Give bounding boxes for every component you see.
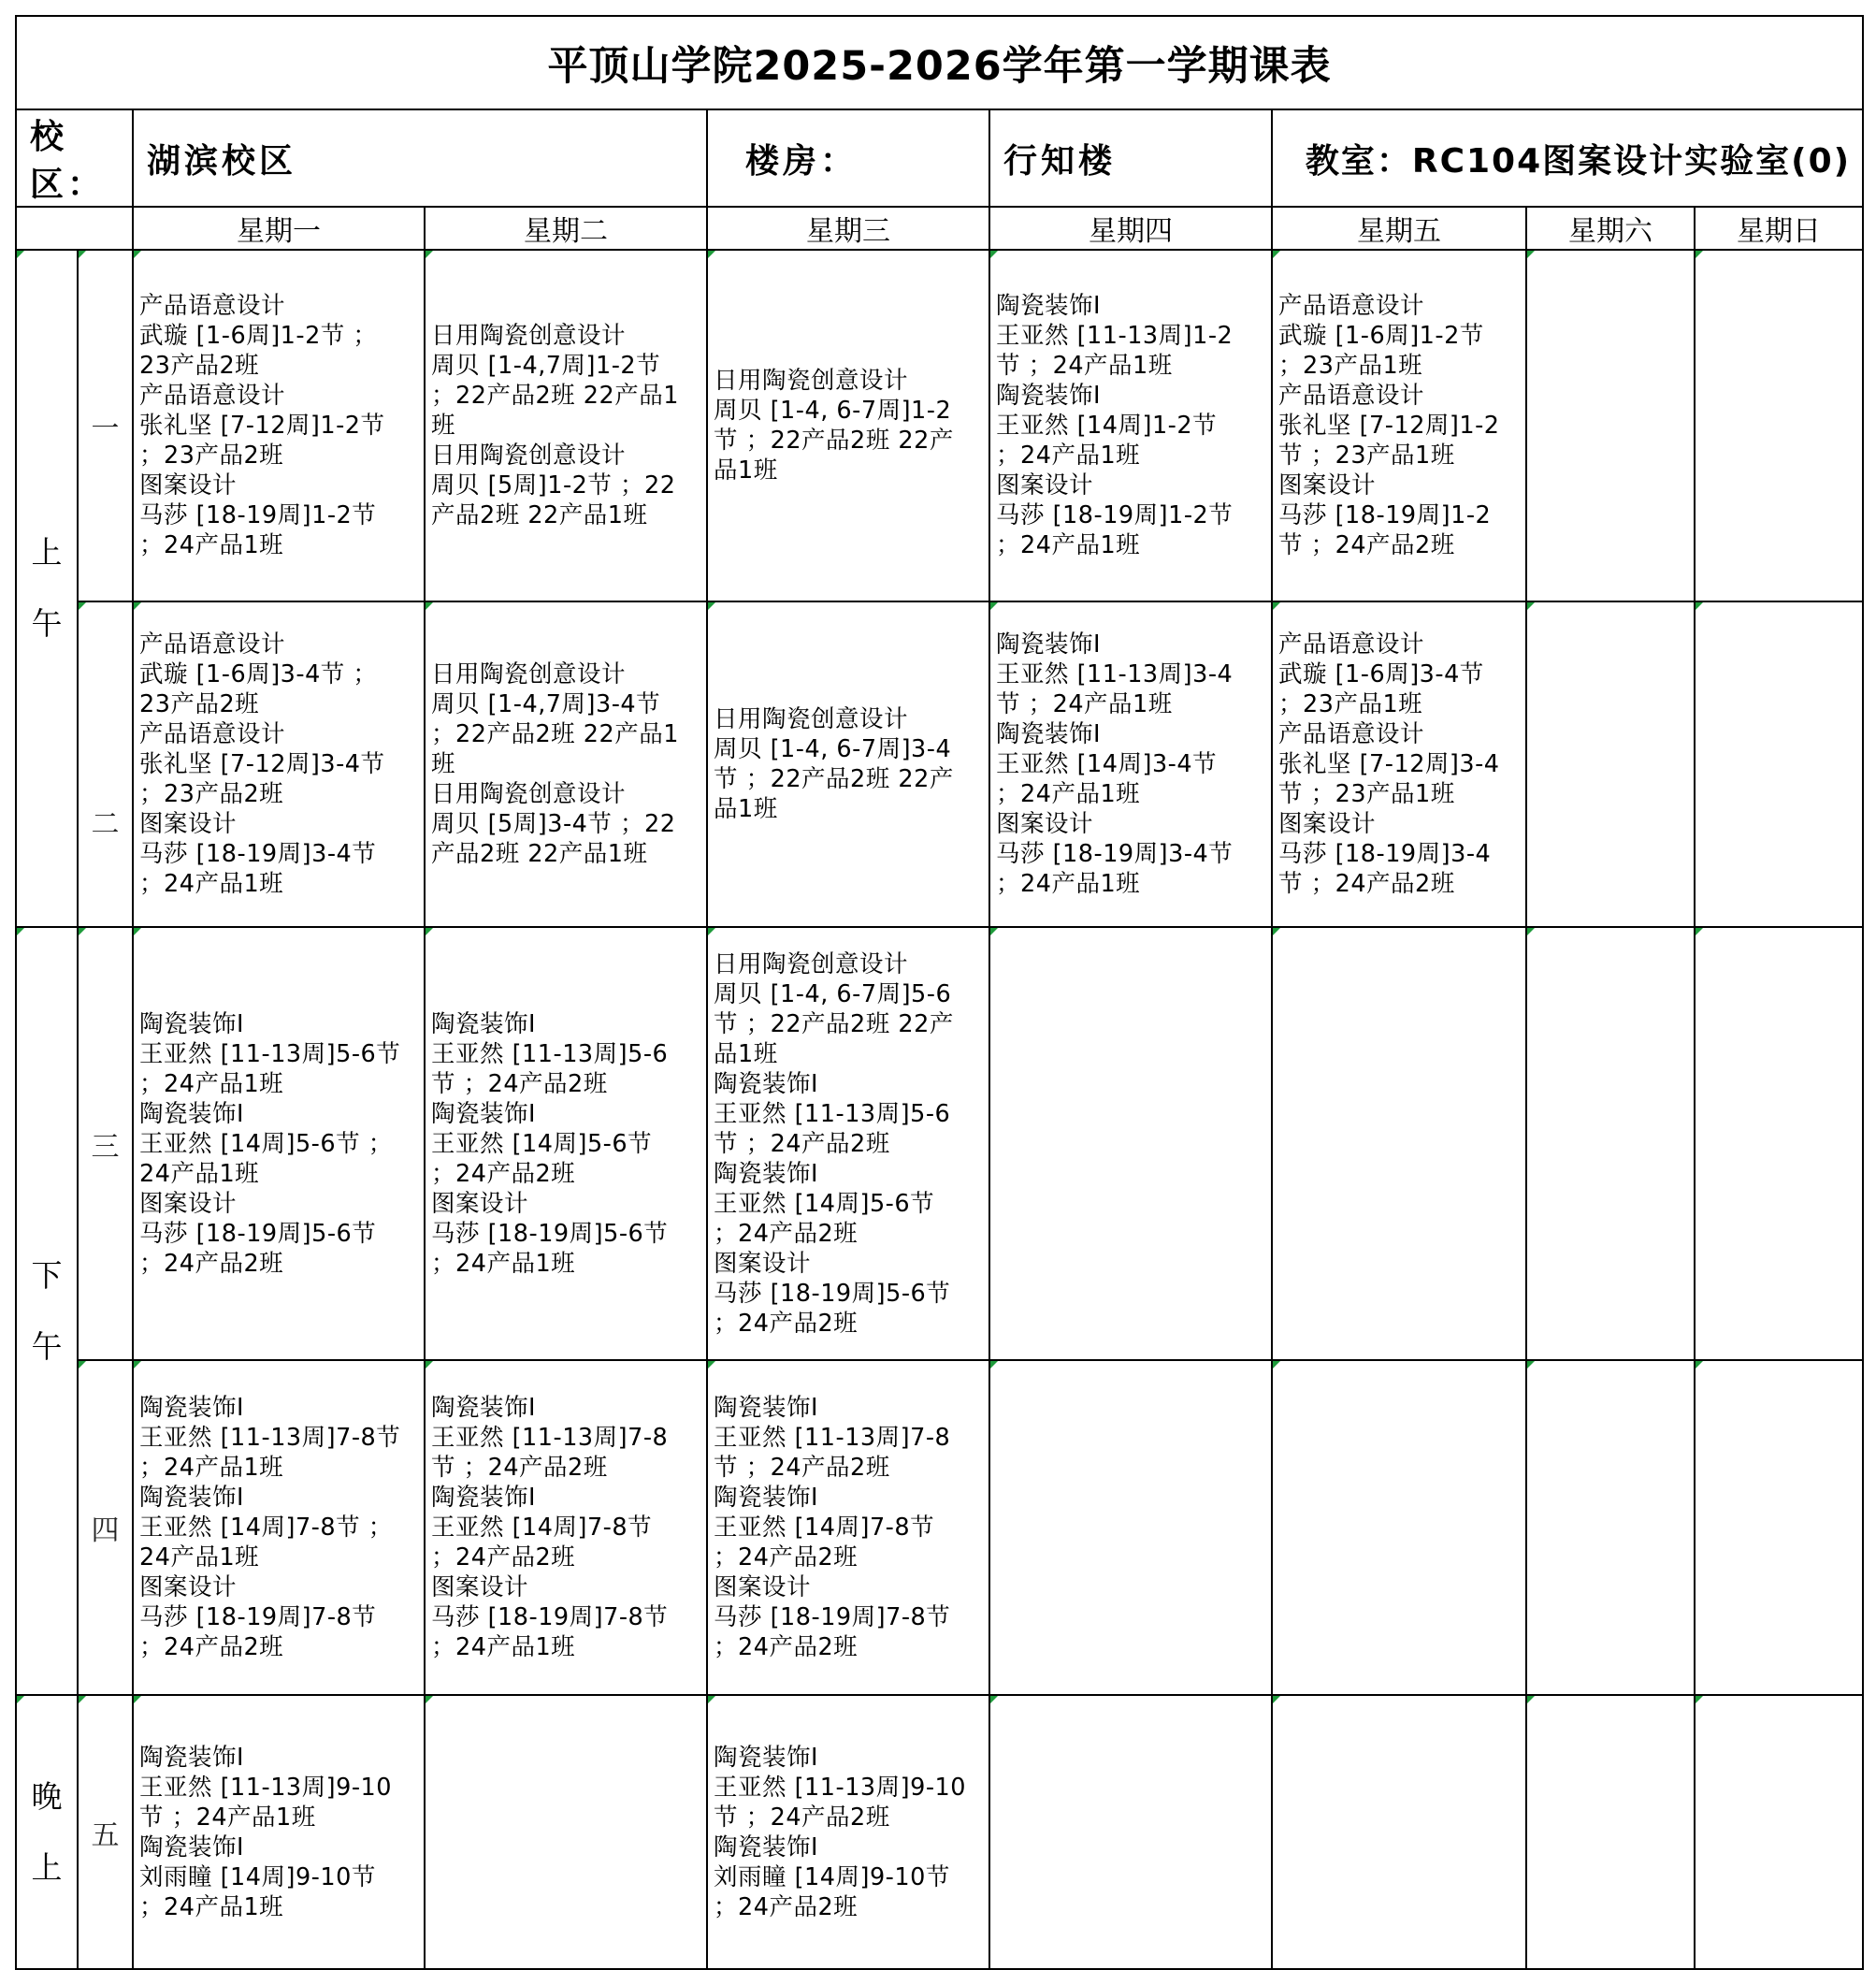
course-entry: [714, 1393, 985, 1483]
course-detail: 王亚然 [11-13周]5-6: [714, 1099, 951, 1128]
course-entry: [714, 1832, 985, 1922]
course-detail: 王亚然 [14周]5-6节 ；: [139, 1129, 393, 1158]
course-name: 陶瓷装饰Ⅰ: [139, 1009, 245, 1038]
course-name: 陶瓷装饰Ⅰ: [996, 720, 1102, 748]
course-detail: ；23产品1班: [1278, 352, 1423, 380]
course-detail: 武璇 [1-6周]1-2节: [1278, 322, 1484, 350]
course-detail: 刘雨瞳 [14周]9-10节: [714, 1862, 950, 1891]
course-detail: 王亚然 [11-13周]9-10: [139, 1773, 392, 1802]
schedule-cell[interactable]: [425, 1360, 707, 1695]
course-detail: 节 ；24产品2班: [714, 1129, 890, 1158]
course-name: 陶瓷装饰Ⅰ: [139, 1743, 245, 1772]
schedule-cell[interactable]: [1272, 1695, 1526, 1969]
course-detail: 王亚然 [11-13周]1-2: [996, 322, 1234, 350]
course-detail: 王亚然 [11-13周]7-8: [714, 1424, 951, 1452]
room-label: 教室：RC104图案设计实验室(0): [1272, 109, 1863, 207]
course-detail: ；24产品2班: [139, 1633, 284, 1661]
schedule-cell[interactable]: [133, 927, 425, 1360]
schedule-cell[interactable]: [989, 1360, 1272, 1695]
course-detail: 马莎 [18-19周]1-2: [1278, 501, 1492, 529]
course-detail: 周贝 [1-4,7周]1-2节: [431, 352, 661, 380]
course-name: 陶瓷装饰Ⅰ: [431, 1484, 537, 1512]
schedule-cell[interactable]: [707, 1695, 989, 1969]
course-detail: 周贝 [1-4, 6-7周]3-4: [714, 735, 952, 763]
schedule-cell[interactable]: [425, 1695, 707, 1969]
course-detail: 品1班: [714, 795, 778, 823]
course-entry: [139, 719, 420, 809]
period-label-line: 午: [31, 605, 63, 642]
course-detail: 节 ；23产品1班: [1278, 780, 1455, 808]
course-detail: 王亚然 [14周]5-6节: [431, 1129, 653, 1158]
course-entry: [996, 809, 1267, 899]
course-name: 日用陶瓷创意设计: [714, 949, 909, 978]
course-detail: 马莎 [18-19周]3-4节: [139, 840, 377, 868]
course-entry: [139, 1189, 420, 1279]
campus-value: 湖滨校区: [133, 109, 707, 207]
course-detail: 节 ；23产品1班: [1278, 442, 1455, 470]
course-entry: [139, 1393, 420, 1483]
course-entry: [714, 1483, 985, 1572]
schedule-cell[interactable]: [133, 1360, 425, 1695]
slot-label: 四: [78, 1360, 133, 1695]
course-detail: 马莎 [18-19周]5-6节: [431, 1219, 669, 1248]
course-name: 陶瓷装饰Ⅰ: [714, 1069, 819, 1098]
schedule-cell[interactable]: [133, 601, 425, 927]
course-entry: [431, 659, 702, 779]
schedule-cell[interactable]: [1695, 250, 1863, 601]
course-detail: 王亚然 [11-13周]7-8: [431, 1424, 669, 1452]
building-label: 楼房：: [707, 109, 989, 207]
schedule-cell[interactable]: [707, 250, 989, 601]
period-evening: [16, 1695, 78, 1969]
course-detail: 王亚然 [11-13周]7-8节: [139, 1424, 401, 1452]
course-detail: 周贝 [1-4, 6-7周]1-2: [714, 397, 952, 425]
schedule-cell[interactable]: [1272, 250, 1526, 601]
course-detail: ；24产品1班: [139, 531, 284, 559]
course-detail: 产品2班 22产品1班: [431, 501, 648, 529]
course-name: 图案设计: [139, 1573, 238, 1601]
course-entry: [714, 366, 985, 485]
course-detail: 武璇 [1-6周]1-2节 ；: [139, 322, 378, 350]
course-name: 日用陶瓷创意设计: [431, 442, 627, 470]
period-label-line: 午: [31, 1327, 63, 1365]
course-name: 图案设计: [1278, 471, 1377, 500]
course-name: 图案设计: [431, 1573, 529, 1601]
course-entry: [139, 1009, 420, 1099]
course-detail: 周贝 [1-4, 6-7周]5-6: [714, 979, 952, 1008]
course-detail: 王亚然 [11-13周]9-10: [714, 1773, 966, 1802]
course-entry: [139, 1743, 420, 1832]
course-detail: 马莎 [18-19周]1-2节: [139, 501, 377, 529]
course-name: 陶瓷装饰Ⅰ: [996, 630, 1102, 659]
course-name: 日用陶瓷创意设计: [431, 660, 627, 688]
course-detail: ；24产品2班: [714, 1309, 859, 1338]
course-detail: 节 ；24产品2班: [1278, 531, 1455, 559]
course-name: 陶瓷装饰Ⅰ: [139, 1394, 245, 1422]
course-detail: 马莎 [18-19周]3-4节: [996, 840, 1234, 868]
course-detail: 张礼坚 [7-12周]3-4节: [139, 750, 385, 778]
course-detail: ；24产品1班: [996, 870, 1141, 898]
course-detail: ；24产品1班: [996, 780, 1141, 808]
schedule-cell[interactable]: [425, 601, 707, 927]
course-detail: 节 ；22产品2班 22产: [714, 1009, 954, 1038]
course-name: 产品语意设计: [139, 720, 286, 748]
course-entry: [714, 1572, 985, 1662]
course-detail: ；24产品1班: [139, 1069, 284, 1098]
course-detail: ；24产品1班: [996, 442, 1141, 470]
course-entry: [996, 471, 1267, 560]
timetable: [15, 15, 1864, 1970]
course-name: 日用陶瓷创意设计: [714, 367, 909, 395]
course-entry: [714, 949, 985, 1069]
course-entry: [714, 704, 985, 824]
course-entry: [431, 1009, 702, 1099]
schedule-cell[interactable]: [1695, 1695, 1863, 1969]
course-detail: 武璇 [1-6周]3-4节 ；: [139, 660, 378, 688]
course-entry: [431, 1189, 702, 1279]
course-detail: 张礼坚 [7-12周]1-2: [1278, 412, 1500, 440]
course-entry: [1278, 471, 1522, 560]
course-name: 陶瓷装饰Ⅰ: [996, 382, 1102, 410]
course-detail: 马莎 [18-19周]5-6节: [714, 1279, 951, 1308]
course-detail: 24产品1班: [139, 1543, 260, 1572]
course-entry: [139, 809, 420, 899]
schedule-cell[interactable]: [425, 250, 707, 601]
schedule-cell[interactable]: [989, 927, 1272, 1360]
course-name: 日用陶瓷创意设计: [714, 705, 909, 733]
schedule-cell[interactable]: [133, 1695, 425, 1969]
schedule-cell[interactable]: [1526, 1695, 1695, 1969]
schedule-cell[interactable]: [1526, 250, 1695, 601]
course-detail: 马莎 [18-19周]7-8节: [139, 1603, 377, 1631]
course-detail: 马莎 [18-19周]7-8节: [714, 1603, 951, 1631]
course-entry: [139, 471, 420, 560]
course-detail: 23产品2班: [139, 690, 260, 718]
course-name: 图案设计: [996, 471, 1094, 500]
course-detail: 马莎 [18-19周]3-4: [1278, 840, 1492, 868]
course-entry: [139, 381, 420, 471]
timetable-sheet: [15, 15, 1862, 1921]
course-name: 产品语意设计: [139, 630, 286, 659]
course-entry: [139, 630, 420, 719]
schedule-cell[interactable]: [133, 250, 425, 601]
day-header: 星期五: [1272, 207, 1526, 250]
course-name: 陶瓷装饰Ⅰ: [431, 1099, 537, 1128]
day-header: 星期日: [1695, 207, 1863, 250]
schedule-cell[interactable]: [989, 601, 1272, 927]
course-detail: 周贝 [1-4,7周]3-4节: [431, 690, 661, 718]
campus-label: 校区：: [16, 109, 133, 207]
course-detail: 王亚然 [14周]5-6节: [714, 1189, 935, 1218]
course-name: 产品语意设计: [1278, 382, 1425, 410]
course-detail: ；24产品1班: [431, 1249, 576, 1278]
schedule-cell[interactable]: [1272, 601, 1526, 927]
course-entry: [714, 1743, 985, 1832]
schedule-cell[interactable]: [1695, 601, 1863, 927]
period-label-line: 晚: [31, 1777, 63, 1815]
schedule-cell[interactable]: [989, 1695, 1272, 1969]
course-detail: 刘雨瞳 [14周]9-10节: [139, 1862, 376, 1891]
course-name: 陶瓷装饰Ⅰ: [996, 292, 1102, 320]
course-entry: [714, 1159, 985, 1249]
period-label-line: 上: [31, 534, 63, 571]
course-detail: ；22产品2班 22产品1: [431, 382, 679, 410]
schedule-cell[interactable]: [989, 250, 1272, 601]
course-detail: ；24产品1班: [431, 1633, 576, 1661]
course-detail: 王亚然 [14周]7-8节: [714, 1514, 935, 1542]
course-entry: [431, 1572, 702, 1662]
course-detail: 王亚然 [14周]1-2节: [996, 412, 1218, 440]
course-detail: 王亚然 [11-13周]5-6: [431, 1039, 669, 1068]
course-entry: [996, 630, 1267, 719]
course-entry: [996, 381, 1267, 471]
course-entry: [431, 441, 702, 530]
course-name: 产品语意设计: [1278, 720, 1425, 748]
course-entry: [139, 291, 420, 381]
course-name: 图案设计: [714, 1249, 812, 1278]
course-name: 陶瓷装饰Ⅰ: [431, 1009, 537, 1038]
course-name: 图案设计: [139, 471, 238, 500]
course-entry: [1278, 381, 1522, 471]
course-name: 日用陶瓷创意设计: [431, 322, 627, 350]
schedule-cell[interactable]: [1272, 1360, 1526, 1695]
course-detail: 节 ；22产品2班 22产: [714, 427, 954, 455]
course-detail: 24产品1班: [139, 1159, 260, 1188]
course-entry: [714, 1069, 985, 1159]
course-detail: 周贝 [5周]1-2节 ；22: [431, 471, 676, 500]
course-detail: ；24产品2班: [714, 1543, 859, 1572]
course-name: 产品语意设计: [139, 292, 286, 320]
schedule-cell[interactable]: [1695, 927, 1863, 1360]
course-detail: ；24产品2班: [431, 1159, 576, 1188]
schedule-cell[interactable]: [1526, 601, 1695, 927]
course-entry: [431, 1099, 702, 1189]
course-name: 陶瓷装饰Ⅰ: [139, 1099, 245, 1128]
course-detail: 马莎 [18-19周]7-8节: [431, 1603, 669, 1631]
course-detail: 节 ；24产品2班: [431, 1069, 608, 1098]
schedule-cell[interactable]: [1526, 927, 1695, 1360]
course-entry: [139, 1483, 420, 1572]
course-name: 日用陶瓷创意设计: [431, 780, 627, 808]
course-detail: 23产品2班: [139, 352, 260, 380]
course-name: 图案设计: [139, 1189, 238, 1218]
course-entry: [1278, 719, 1522, 809]
course-detail: 品1班: [714, 456, 778, 485]
period-afternoon: [16, 927, 78, 1695]
schedule-cell[interactable]: [707, 601, 989, 927]
course-entry: [431, 1483, 702, 1572]
course-entry: [431, 321, 702, 441]
course-detail: ；24产品2班: [714, 1892, 859, 1921]
slot-label: 五: [78, 1695, 133, 1969]
course-name: 产品语意设计: [1278, 292, 1425, 320]
course-detail: 班: [431, 412, 456, 440]
course-name: 陶瓷装饰Ⅰ: [714, 1743, 819, 1772]
course-detail: ；22产品2班 22产品1: [431, 720, 679, 748]
course-name: 产品语意设计: [1278, 630, 1425, 659]
course-name: 图案设计: [996, 810, 1094, 838]
course-entry: [996, 719, 1267, 809]
course-name: 陶瓷装饰Ⅰ: [714, 1159, 819, 1188]
page-title: 平顶山学院2025-2026学年第一学期课表: [16, 16, 1863, 109]
course-detail: 节 ；24产品1班: [996, 352, 1173, 380]
schedule-cell[interactable]: [707, 1360, 989, 1695]
slot-label: 一: [78, 250, 133, 601]
course-detail: 节 ；22产品2班 22产: [714, 765, 954, 793]
course-entry: [431, 779, 702, 869]
course-name: 图案设计: [714, 1573, 812, 1601]
course-detail: 节 ；24产品2班: [431, 1454, 608, 1482]
course-detail: ；24产品2班: [714, 1219, 859, 1248]
schedule-cell[interactable]: [707, 927, 989, 1360]
course-entry: [139, 1832, 420, 1922]
day-header: 星期一: [133, 207, 425, 250]
course-detail: 节 ；24产品1班: [996, 690, 1173, 718]
course-entry: [139, 1099, 420, 1189]
period-label-line: 上: [31, 1848, 63, 1886]
course-detail: 节 ；24产品2班: [714, 1454, 890, 1482]
course-name: 陶瓷装饰Ⅰ: [431, 1394, 537, 1422]
course-name: 陶瓷装饰Ⅰ: [714, 1484, 819, 1512]
course-entry: [139, 1572, 420, 1662]
course-detail: 节 ；24产品2班: [1278, 870, 1455, 898]
course-entry: [1278, 630, 1522, 719]
day-header: 星期三: [707, 207, 989, 250]
schedule-cell[interactable]: [1526, 1360, 1695, 1695]
corner-cell: [16, 207, 133, 250]
course-name: 陶瓷装饰Ⅰ: [139, 1484, 245, 1512]
course-detail: ；24产品1班: [139, 1454, 284, 1482]
course-detail: ；24产品1班: [139, 1892, 284, 1921]
course-detail: 王亚然 [14周]3-4节: [996, 750, 1218, 778]
course-entry: [1278, 291, 1522, 381]
course-detail: 班: [431, 750, 456, 778]
period-label-line: 下: [31, 1256, 63, 1294]
course-detail: ；23产品2班: [139, 442, 284, 470]
period-morning: [16, 250, 78, 927]
course-entry: [1278, 809, 1522, 899]
course-detail: ；24产品2班: [431, 1543, 576, 1572]
course-detail: ；24产品2班: [139, 1249, 284, 1278]
course-name: 图案设计: [431, 1189, 529, 1218]
course-detail: ；24产品1班: [996, 531, 1141, 559]
building-value: 行知楼: [989, 109, 1272, 207]
course-entry: [431, 1393, 702, 1483]
course-detail: ；24产品1班: [139, 870, 284, 898]
course-detail: ；24产品2班: [714, 1633, 859, 1661]
course-name: 图案设计: [139, 810, 238, 838]
course-detail: 王亚然 [14周]7-8节: [431, 1514, 653, 1542]
course-detail: 武璇 [1-6周]3-4节: [1278, 660, 1484, 688]
course-detail: 马莎 [18-19周]1-2节: [996, 501, 1234, 529]
course-name: 陶瓷装饰Ⅰ: [714, 1394, 819, 1422]
course-name: 陶瓷装饰Ⅰ: [139, 1832, 245, 1861]
course-detail: 节 ；24产品1班: [139, 1803, 316, 1832]
course-name: 产品语意设计: [139, 382, 286, 410]
course-detail: 张礼坚 [7-12周]3-4: [1278, 750, 1500, 778]
course-name: 陶瓷装饰Ⅰ: [714, 1832, 819, 1861]
schedule-cell[interactable]: [425, 927, 707, 1360]
course-detail: ；23产品1班: [1278, 690, 1423, 718]
course-entry: [714, 1249, 985, 1339]
course-detail: 张礼坚 [7-12周]1-2节: [139, 412, 385, 440]
course-entry: [996, 291, 1267, 381]
course-detail: 节 ；24产品2班: [714, 1803, 890, 1832]
course-detail: 产品2班 22产品1班: [431, 840, 648, 868]
course-name: 图案设计: [1278, 810, 1377, 838]
schedule-cell[interactable]: [1695, 1360, 1863, 1695]
day-header: 星期六: [1526, 207, 1695, 250]
slot-label: 三: [78, 927, 133, 1360]
course-detail: 马莎 [18-19周]5-6节: [139, 1219, 377, 1248]
day-header: 星期四: [989, 207, 1272, 250]
course-detail: 王亚然 [11-13周]5-6节: [139, 1039, 401, 1068]
schedule-cell[interactable]: [1272, 927, 1526, 1360]
course-detail: 王亚然 [14周]7-8节 ；: [139, 1514, 393, 1542]
course-detail: ；23产品2班: [139, 780, 284, 808]
course-detail: 周贝 [5周]3-4节 ；22: [431, 810, 676, 838]
slot-label: 二: [78, 601, 133, 927]
course-detail: 王亚然 [11-13周]3-4: [996, 660, 1234, 688]
day-header: 星期二: [425, 207, 707, 250]
course-detail: 品1班: [714, 1039, 778, 1068]
